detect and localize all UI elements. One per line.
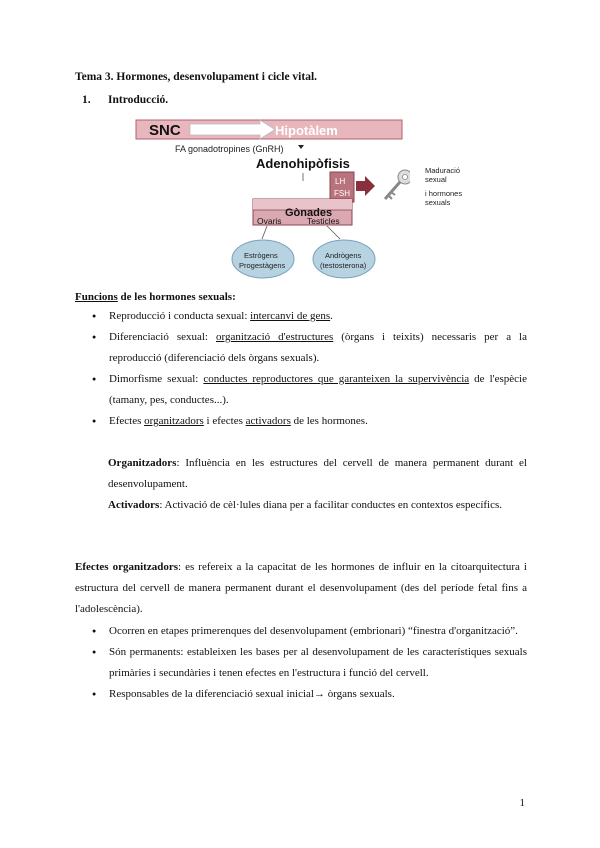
hormone-axis-diagram xyxy=(135,115,410,285)
snc-label: SNC xyxy=(149,122,181,139)
list-item: ● Ocorren en etapes primerenques del desenvolupament (embrionari) “finestra d'organització”. xyxy=(92,621,527,642)
hipotalem-label: Hipotàlem xyxy=(275,123,338,138)
lh-fsh-arrow xyxy=(356,176,375,196)
document-title: Tema 3. Hormones, desenvolupament i cicle vital. xyxy=(75,71,318,83)
lh-label: LH xyxy=(335,177,346,186)
key-icon xyxy=(385,170,410,199)
funcions-list xyxy=(92,306,527,432)
efectes-list xyxy=(92,621,527,705)
ovaris-label: Ovaris xyxy=(257,216,282,226)
fsh-label: FSH xyxy=(334,189,350,198)
ovaris-line xyxy=(262,226,267,239)
list-item: ● Són permanents: estableixen les bases per al desenvolupament de les característiques sexuals primàries i secundàries i tenen efectes en l'estructura i funció del cervell. xyxy=(92,642,527,684)
testicles-label: Testicles xyxy=(307,216,340,226)
activadors-definition: Activadors: Activació de cèl·lules diana per a facilitar conductes en contextos específics. xyxy=(108,499,503,511)
list-item: ● Responsables de la diferenciació sexual inicial→ òrgans sexuals. xyxy=(92,684,527,705)
section-title: Introducció. xyxy=(108,94,169,106)
testicles-line xyxy=(327,226,340,239)
maduracio-label: Maduració sexual xyxy=(425,166,461,184)
efectes-organitzadors-paragraph: Efectes organitzadors: es refereix a la capacitat de les hormones de influir en la citoarquitectura i estructura del cervell de manera permanent durant el desenvolupament (des del període fetal fins a l'adolescència). xyxy=(75,561,527,615)
estrogens-label: Estrògens xyxy=(244,251,278,260)
section-number: 1. xyxy=(82,94,91,106)
list-item: ● Dimorfisme sexual: conductes reproductores que garanteixen la supervivència de l'espècie (tamany, pes, conductes...). xyxy=(92,369,527,411)
fa-gonadotropines-label: FA gonadotropines (GnRH) xyxy=(175,144,284,154)
organitzadors-definition: Organitzadors: Influència en les estructures del cervell de manera permanent durant el desenvolupament. xyxy=(108,457,527,490)
androgens-label: Andrògens xyxy=(325,251,362,260)
hormones-sexuals-label: i hormones sexuals xyxy=(425,189,463,207)
list-item: ● Reproducció i conducta sexual: intercanvi de gens. xyxy=(92,306,527,327)
down-arrow-icon xyxy=(298,145,304,149)
testosterona-label: (testosterona) xyxy=(320,261,367,270)
adenohipofisis-label: Adenohipòfisis xyxy=(256,156,350,171)
list-item: ● Diferenciació sexual: organització d'estructures (òrgans i teixits) necessaris per a la reproducció (diferenciació dels òrgans sexuals). xyxy=(92,327,527,369)
page-number: 1 xyxy=(519,797,525,809)
gonades-label: Gònades xyxy=(285,207,333,219)
funcions-heading: Funcions de les hormones sexuals: xyxy=(75,291,236,303)
list-item: ● Efectes organitzadors i efectes activadors de les hormones. xyxy=(92,411,527,432)
progestagens-label: Progestàgens xyxy=(239,261,286,270)
